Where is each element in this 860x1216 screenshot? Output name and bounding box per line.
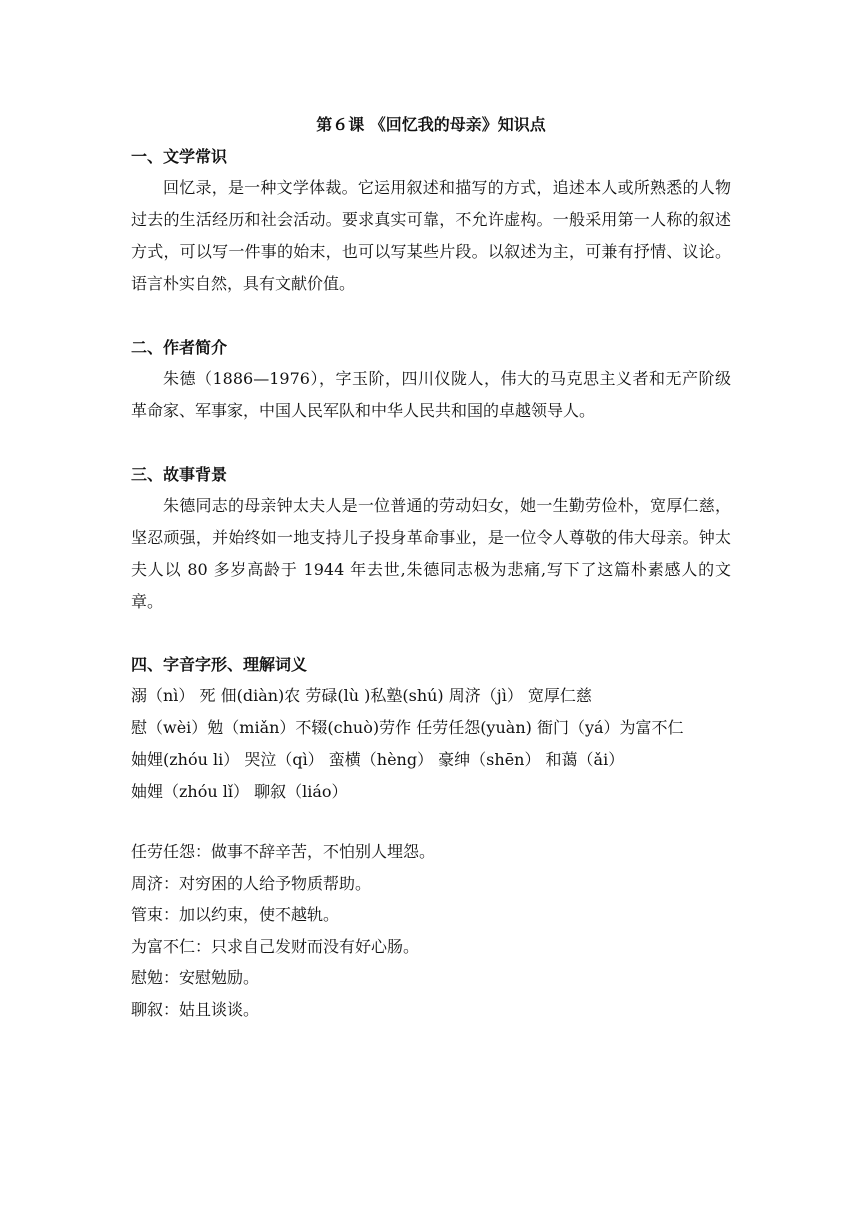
vocabulary-list (131, 680, 731, 808)
definition-list (131, 836, 731, 1025)
section-spacer (131, 300, 731, 330)
section-spacer (131, 618, 731, 647)
definition-item: 周济：对穷困的人给予物质帮助。 (131, 873, 372, 893)
definition-item: 管束：加以约束，使不越轨。 (131, 905, 340, 924)
document-title: 第６课 《回忆我的母亲》知识点 (316, 115, 546, 134)
section-text-author: 朱德（1886—1976），字玉阶，四川仪陇人，伟大的马克思主义者和无产阶级革命家、军事家，中国人民军队和中华人民共和国的卓越领导人。 (131, 369, 731, 420)
section-heading-author: 二、作者简介 (131, 338, 228, 357)
definition-item: 为富不仁：只求自己发财而没有好心肠。 (131, 936, 420, 956)
vocabulary-row: 溺（nì） 死 佃(diàn)农 劳碌(lù )私塾(shú) 周济（jì） 宽厚仁慈 (131, 686, 592, 705)
section-text-literary-knowledge: 回忆录，是一种文学体裁。它运用叙述和描写的方式，追述本人或所熟悉的人物过去的生活经历和社会活动。要求真实可靠，不允许虚构。一般采用第一人称的叙述方式，可以写一件事的始末，也可以写某些片段。以叙述为主，可兼有抒情、议论。语言朴实自然，具有文献价值。 (131, 178, 731, 293)
definition-item: 慰勉：安慰勉励。 (131, 968, 260, 987)
section-text-background: 朱德同志的母亲钟太夫人是一位普通的劳动妇女，她一生勤劳俭朴，宽厚仁慈，坚忍顽强，并始终如一地支持儿子投身革命事业，是一位令人尊敬的伟大母亲。钟太夫人以 80 多岁高龄于 1944 年去世,朱德同志极为悲痛,写下了这篇朴素感人的文章。 (131, 496, 731, 611)
document-content (131, 111, 731, 1025)
vocabulary-row: 慰（wèi）勉（miǎn）不辍(chuò)劳作 任劳任怨(yuàn) 衙门（yá）为富不仁 (131, 718, 684, 737)
section-heading-background: 三、故事背景 (131, 465, 228, 484)
section-spacer (131, 808, 731, 836)
section-spacer (131, 427, 731, 457)
definition-item: 任劳任怨：做事不辞辛苦，不怕别人埋怨。 (131, 842, 436, 861)
section-heading-literary-knowledge: 一、文学常识 (131, 147, 228, 166)
definition-item: 聊叙：姑且谈谈。 (131, 999, 260, 1019)
vocabulary-row: 妯娌(zhóu li） 哭泣（qì） 蛮横（hèng） 豪绅（shēn） 和蔼（ǎi） (131, 750, 625, 769)
section-heading-vocabulary: 四、字音字形、理解词义 (131, 655, 308, 674)
vocabulary-row: 妯娌（zhóu lǐ） 聊叙（liáo） (131, 782, 348, 801)
